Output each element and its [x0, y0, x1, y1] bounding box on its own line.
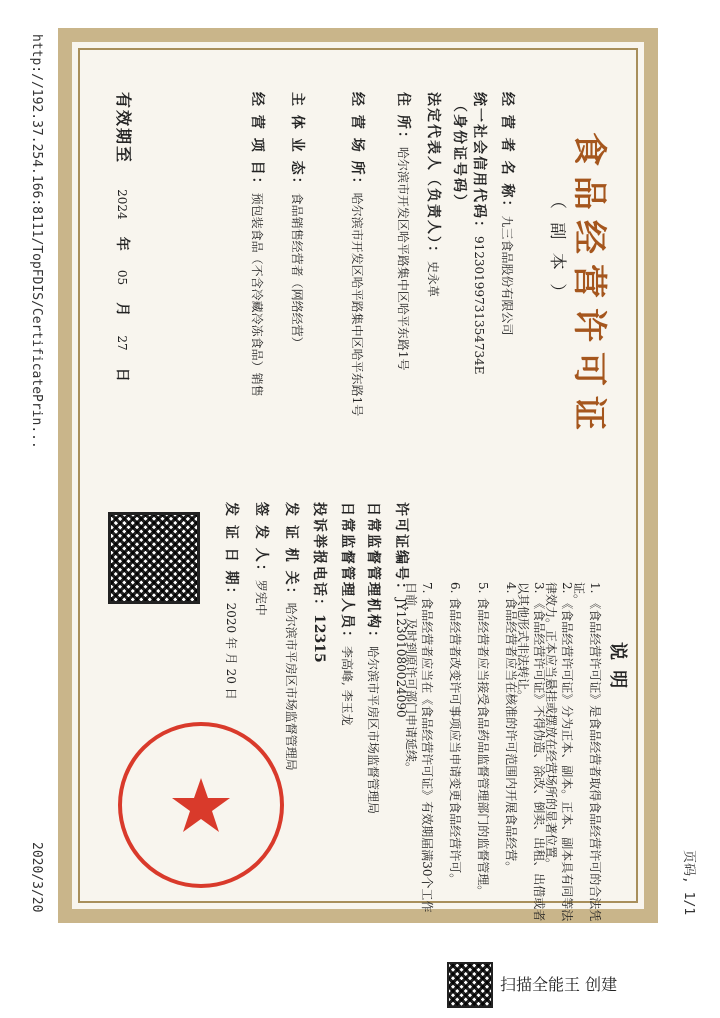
scanner-qr-icon	[447, 962, 493, 1008]
certificate-qr-code	[108, 512, 200, 604]
main-type-value: 食品销售经营者（网络经营）	[290, 192, 304, 349]
main-type-row	[288, 92, 308, 349]
address-value: 哈尔滨市开发区哈平路集中区哈平东路1号	[396, 146, 410, 371]
signer-label: 签 发 人：	[253, 502, 269, 580]
credit-code-row	[470, 92, 490, 375]
main-type-label: 主 体 业 态：	[289, 92, 305, 193]
official-seal	[118, 722, 284, 888]
issue-date-label: 发 证 日 期：	[223, 502, 239, 603]
items-row	[248, 92, 268, 397]
certificate-title: 食品经营许可证	[569, 132, 609, 440]
note-item: 3. 《食品经营许可证》不得伪造、涂改、倒卖、出租、出借或者以其他形式非法转让。	[516, 582, 546, 922]
note-item: 7. 食品经营者应当在《食品经营许可证》有效期届满30个工作日前，及时到原许可部门申请延续。	[404, 582, 434, 913]
credit-code-value: 91230199731354734E	[472, 236, 486, 375]
issuer-label: 发 证 机 关：	[283, 502, 299, 603]
valid-day: 27	[115, 335, 129, 351]
address-label: 住 所：	[395, 92, 411, 147]
legal-rep-row	[424, 92, 444, 297]
hotline-label: 投诉举报电话：	[311, 502, 327, 614]
legal-rep-label: 法定代表人（负责人）：	[425, 92, 441, 261]
valid-month: 05	[115, 269, 129, 286]
credit-code-label: 统一社会信用代码：	[471, 92, 487, 236]
premises-label: 经 营 场 所：	[349, 92, 365, 193]
issue-date-value: 2020 年 月 20 日	[224, 602, 238, 700]
items-value: 预包装食品（不含冷藏冷冻食品）销售	[250, 192, 264, 397]
signer-row	[252, 502, 272, 616]
signer-value: 罗宪中	[254, 579, 268, 616]
operator-row	[498, 92, 518, 336]
operator-label: 经 营 者 名 称：	[499, 92, 515, 216]
items-label: 经 营 项 目：	[249, 92, 265, 193]
note-item: 1. 《食品经营许可证》是食品经营者取得食品经营许可的合法凭证。	[572, 582, 602, 922]
legal-rep-value: 史永革	[426, 261, 440, 298]
supervisor-org-value: 哈尔滨市平房区市场监督管理局	[366, 646, 380, 815]
license-no-row	[392, 502, 412, 718]
issuer-row	[282, 502, 302, 771]
hotline-row	[310, 502, 330, 663]
print-date: 2020/3/20	[29, 842, 44, 913]
note-item: 2. 《食品经营许可证》分为正本、副本。正本、副本具有同等法律效力。正本应当悬挂或摆放在经营场所的显著位置。	[544, 582, 574, 922]
note-item: 5. 食品经营者应当接受食品药品监督管理部门的监督管理。	[476, 582, 490, 898]
license-no-label: 许可证编号：	[393, 502, 409, 598]
scanner-watermark: 扫描全能王 创建	[500, 975, 618, 994]
valid-year: 2024	[115, 189, 129, 220]
print-url: http://192.37.254.166:8111/TopFDIS/CertificatePrin...	[29, 34, 44, 449]
premises-value: 哈尔滨市开发区哈平路集中区哈平东路1号	[350, 192, 364, 417]
supervisor-org-row	[364, 502, 384, 814]
supervisor-row	[338, 502, 358, 726]
certificate-subtitle: （ 副 本 ）	[547, 192, 567, 305]
valid-row: 有效期至 2024 年 05 月 27 日	[114, 92, 133, 384]
page-label: 页码, 1/1	[681, 850, 696, 916]
supervisor-org-label: 日常监督管理机构：	[365, 502, 381, 646]
issue-date-row	[222, 502, 242, 700]
license-no-value: JY12301080024090	[394, 598, 408, 718]
hotline-value: 12315	[311, 614, 327, 663]
note-item: 4. 食品经营者应当在核准的许可范围内开展食品经营。	[504, 582, 518, 874]
supervisor-value: 李高峰, 李玉龙	[340, 646, 354, 726]
note-item: 6. 食品经营者改变许可事项应当申请变更食品经营许可。	[448, 582, 462, 886]
address-row	[394, 92, 414, 371]
supervisor-label: 日常监督管理人员：	[339, 502, 355, 646]
premises-row	[348, 92, 368, 416]
seal-star-icon	[122, 726, 280, 884]
operator-value: 九三食品股份有限公司	[500, 215, 514, 336]
notes-title: 说 明	[607, 642, 628, 691]
valid-label: 有效期至	[114, 92, 133, 165]
id-row	[450, 98, 470, 210]
id-label: （身份证号码）	[451, 98, 467, 210]
issuer-value: 哈尔滨市平房区市场监督管理局	[284, 602, 298, 771]
certificate	[58, 28, 658, 923]
